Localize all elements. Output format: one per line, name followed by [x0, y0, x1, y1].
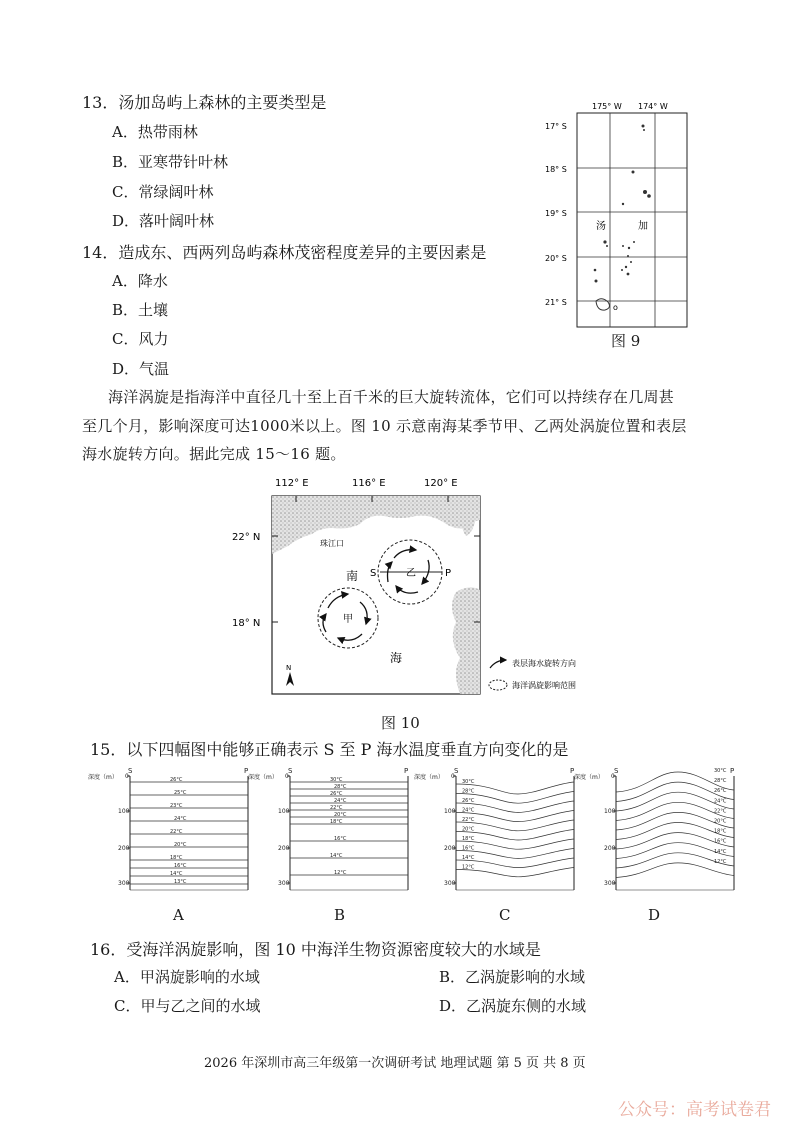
depth-tick-0: 0 — [451, 773, 455, 780]
depth-tick-300: 300 — [278, 880, 290, 887]
figure-10 — [220, 472, 500, 704]
isotherm-label: 28°C — [334, 784, 347, 790]
depth-tick-200: 200 — [604, 845, 616, 852]
isotherm-label: 26°C — [170, 777, 183, 783]
depth-tick-100: 100 — [604, 808, 616, 815]
eddy-map — [220, 472, 500, 704]
isotherm-label: 24°C — [714, 798, 727, 805]
eddy-b-label: 乙 — [406, 568, 416, 579]
isotherm-label: 26°C — [462, 798, 475, 804]
isotherm-label: 12°C — [462, 864, 475, 871]
q15-chart-c-label: C — [499, 906, 511, 924]
depth-tick-200: 200 — [118, 845, 130, 852]
watermark: 公众号：高考试卷君 — [618, 1100, 771, 1120]
tongatapu-island — [596, 299, 609, 310]
depth-axis-label: 深度（m） — [414, 774, 444, 781]
estuary-label: 珠江口 — [320, 539, 344, 548]
islands — [594, 125, 651, 283]
isotherm-label: 22°C — [170, 829, 183, 835]
isotherm-label: 12°C — [334, 870, 347, 876]
page-footer: 2026 年深圳市高三年级第一次调研考试 地理试题 第 5 页 共 8 页 — [204, 1056, 586, 1071]
isotherm-label: 14°C — [170, 871, 183, 877]
q13-option-c: C．常绿阔叶林 — [112, 183, 214, 201]
q15-chart-d-label: D — [648, 906, 661, 924]
depth-tick-100: 100 — [444, 808, 456, 815]
lon-label-174w: 174° W — [638, 102, 668, 111]
q15-charts — [88, 766, 735, 900]
north-label: N — [286, 664, 292, 672]
legend-label-range: 海洋涡旋影响范围 — [512, 681, 576, 690]
isotherm-label: 22°C — [714, 808, 727, 815]
depth-tick-0: 0 — [611, 773, 615, 780]
isotherm-label: 16°C — [334, 836, 347, 842]
isotherm-label: 24°C — [462, 807, 475, 814]
isotherm-label: 25°C — [174, 790, 187, 796]
q16-option-b: B．乙涡旋影响的水域 — [439, 968, 586, 986]
q14-stem: 14．造成东、西两列岛屿森林茂密程度差异的主要因素是 — [82, 243, 487, 262]
depth-axis-label: 深度（m） — [248, 774, 278, 781]
sea-label-nan: 南 — [346, 569, 359, 583]
isotherm-label: 16°C — [714, 838, 727, 845]
depth-tick-300: 300 — [444, 880, 456, 887]
legend-label-rotation: 表层海水旋转方向 — [512, 659, 576, 668]
svg-text:o: o — [613, 303, 618, 312]
lat-label-22n: 22° N — [232, 532, 261, 543]
depth-tick-0: 0 — [125, 773, 129, 780]
label-p: P — [730, 767, 735, 775]
isotherm-label: 20°C — [714, 818, 727, 825]
legend-dashed-circle-icon — [489, 680, 507, 690]
q16-option-a: A．甲涡旋影响的水域 — [114, 968, 260, 986]
isotherm-label: 30°C — [714, 768, 727, 774]
depth-tick-300: 300 — [118, 880, 130, 887]
q13-stem: 13．汤加岛屿上森林的主要类型是 — [82, 93, 327, 112]
isotherm-label: 23°C — [170, 803, 183, 809]
lon-label-120e: 120° E — [424, 478, 458, 489]
depth-tick-0: 0 — [285, 773, 289, 780]
label-s: S — [614, 767, 619, 775]
q14-option-d: D．气温 — [112, 360, 170, 378]
passage-line-2: 至几个月，影响深度可达1000米以上。图 10 示意南海某季节甲、乙两处涡旋位置和表层 — [82, 417, 687, 435]
passage-line-1: 海洋涡旋是指海洋中直径几十至上百千米的巨大旋转流体，它们可以持续存在几周甚 — [108, 388, 675, 406]
isotherm-label: 18°C — [170, 855, 183, 861]
isotherm-label: 30°C — [330, 777, 343, 783]
depth-axis-label: 深度（m） — [574, 774, 604, 781]
isotherm-label: 16°C — [462, 845, 475, 852]
isotherm-label: 14°C — [462, 855, 475, 861]
q14-option-b: B．土壤 — [112, 301, 169, 319]
q16-stem: 16．受海洋涡旋影响，图 10 中海洋生物资源密度较大的水域是 — [90, 940, 541, 959]
lat-label-19s: 19° S — [545, 209, 567, 218]
lat-label-20s: 20° S — [545, 254, 567, 263]
isotherm-label: 30°C — [462, 779, 475, 785]
luzon-island — [452, 587, 480, 694]
isotherm-label: 12°C — [714, 858, 727, 865]
q15-panel-a — [88, 767, 248, 890]
lat-label-21s: 21° S — [545, 298, 567, 307]
isotherm-label: 18°C — [714, 828, 727, 835]
eddy-a-label: 甲 — [343, 614, 353, 625]
lat-label-17s: 17° S — [545, 122, 567, 131]
isotherm-label: 20°C — [174, 842, 187, 848]
isotherm-label: 16°C — [174, 863, 187, 869]
isotherm-label: 20°C — [334, 812, 347, 818]
isotherm-label: 20°C — [462, 826, 475, 833]
isotherm-label: 22°C — [462, 817, 475, 823]
place-label-jia: 加 — [638, 221, 648, 232]
q16-option-c: C．甲与乙之间的水域 — [114, 997, 261, 1015]
q15-panel-c — [414, 767, 574, 890]
depth-tick-200: 200 — [278, 845, 290, 852]
figure-10-legend — [486, 654, 616, 694]
passage-line-3: 海水旋转方向。据此完成 15～16 题。 — [82, 445, 346, 463]
q15-chart-a-label: A — [173, 906, 184, 924]
map-frame — [577, 113, 687, 327]
lon-label-112e: 112° E — [275, 478, 309, 489]
isotherm-label: 24°C — [174, 816, 187, 822]
isotherm-label: 28°C — [714, 778, 727, 785]
lon-label-175w: 175° W — [592, 102, 622, 111]
isotherm-label: 28°C — [462, 788, 475, 795]
depth-axis-label: 深度（m） — [88, 774, 118, 781]
label-p: P — [244, 767, 249, 775]
tonga-map — [530, 96, 690, 356]
depth-tick-100: 100 — [118, 808, 130, 815]
isotherm-label: 18°C — [330, 819, 343, 825]
isotherm-label: 14°C — [714, 848, 727, 855]
q15-isotherm-charts — [88, 766, 735, 900]
figure-9-caption: 图 9 — [611, 332, 641, 350]
depth-tick-300: 300 — [604, 880, 616, 887]
q15-panel-b — [248, 767, 408, 890]
q13-option-b: B．亚寒带针叶林 — [112, 153, 229, 171]
q15-stem: 15．以下四幅图中能够正确表示 S 至 P 海水温度垂直方向变化的是 — [90, 740, 569, 759]
depth-tick-100: 100 — [278, 808, 290, 815]
isotherm-label: 18°C — [462, 836, 475, 842]
figure-9 — [530, 96, 690, 356]
isotherm-label: 14°C — [330, 853, 343, 859]
figure-10-caption: 图 10 — [381, 714, 420, 732]
lat-label-18s: 18° S — [545, 165, 567, 174]
q15-chart-b-label: B — [334, 906, 346, 924]
label-s: S — [128, 767, 133, 775]
label-s: S — [288, 767, 293, 775]
q15-panel-d — [574, 767, 734, 890]
label-p: P — [570, 767, 575, 775]
q13-option-d: D．落叶阔叶林 — [112, 212, 215, 230]
legend-arrow-icon — [490, 660, 506, 668]
q14-option-a: A．降水 — [112, 272, 168, 290]
isotherm-label: 24°C — [334, 798, 347, 804]
isotherm-label: 26°C — [330, 791, 343, 797]
lat-label-18n: 18° N — [232, 618, 261, 629]
point-s-label: S — [370, 568, 377, 579]
q14-option-c: C．风力 — [112, 330, 169, 348]
place-label-tang: 汤 — [596, 221, 606, 232]
isotherm-label: 13°C — [174, 879, 187, 885]
point-p-label: P — [445, 568, 452, 579]
isotherm-label: 22°C — [330, 805, 343, 811]
lon-label-116e: 116° E — [352, 478, 386, 489]
q16-option-d: D．乙涡旋东侧的水域 — [439, 997, 587, 1015]
isotherm-label: 26°C — [714, 788, 727, 795]
q13-option-a: A．热带雨林 — [112, 123, 198, 141]
sea-label-hai: 海 — [390, 651, 403, 665]
label-p: P — [404, 767, 409, 775]
depth-tick-200: 200 — [444, 845, 456, 852]
label-s: S — [454, 767, 459, 775]
